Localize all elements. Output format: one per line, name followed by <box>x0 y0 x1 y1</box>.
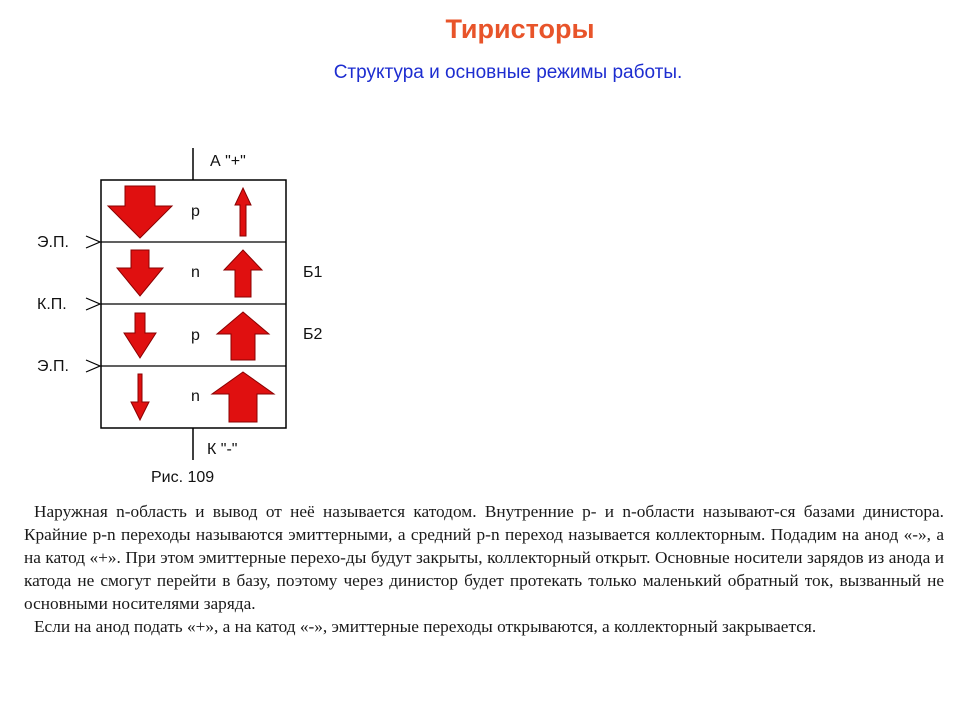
layer-label-4: n <box>191 388 200 405</box>
description-paragraph-2: Если на анод подать «+», а на катод «-», эмиттерные переходы открываются, а коллекторный закрывается. <box>34 617 817 636</box>
page-title: Тиристоры <box>445 14 595 44</box>
cathode-label: К "-" <box>207 441 238 458</box>
description-paragraph-1: Наружная n-область и вывод от неё называется катодом. Внутренние p- и n-области называют-ся базами динистора. Крайние p-n переходы называются эмиттерными, а средний p-n переход называется коллекторным. Подадим на анод «-», а на катод «+». При этом эмиттерные перехо-ды будут закрыты, коллекторный открыт. Основные носители зарядов из анода и катода не смогут перейти в базу, поэтому через динистор будет протекать только маленький обратный ток, вызванный не основными носителями заряда. <box>24 502 944 613</box>
base-label-2: Б2 <box>303 326 323 343</box>
base-label-1: Б1 <box>303 264 323 281</box>
anode-label: А "+" <box>210 153 246 170</box>
layer-label-3: p <box>191 327 200 344</box>
layer-label-1: p <box>191 203 200 220</box>
junction-chevron-2 <box>86 298 100 310</box>
figure-caption: Рис. 109 <box>151 469 215 486</box>
layer-label-2: n <box>191 264 200 281</box>
page-subtitle: Структура и основные режимы работы. <box>333 62 683 83</box>
junction-chevron-1 <box>86 236 100 248</box>
junction-label-emitter-2: Э.П. <box>37 358 69 375</box>
junction-label-emitter-1: Э.П. <box>37 234 69 251</box>
junction-label-collector: К.П. <box>37 296 67 313</box>
junction-chevron-3 <box>86 360 100 372</box>
description-text <box>24 500 944 638</box>
